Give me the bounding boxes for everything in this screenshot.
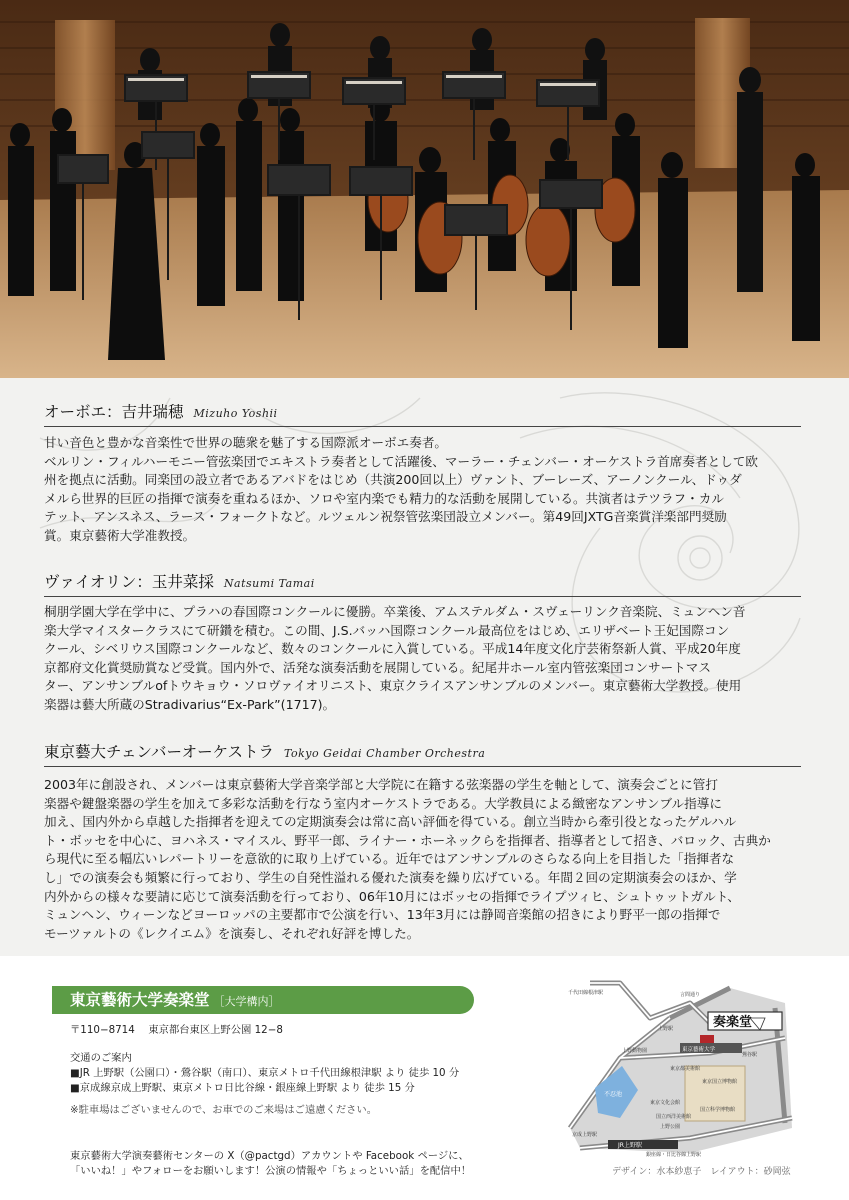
map-label: 不忍池: [604, 1091, 623, 1098]
map-label: 東京都美術館: [670, 1066, 701, 1072]
violin-bio: [44, 603, 804, 715]
orchestra-bio: [44, 776, 804, 943]
parking-note: ※駐車場はございませんので、お車でのご来場はご遠慮ください。: [70, 1104, 378, 1116]
bio-line: テット、アンスネス、ラース・フォークトなど。ルツェルン祝祭管弦楽団設立メンバー。第49回JXTG音楽賞洋楽部門奨励: [44, 509, 727, 525]
map-label: 上野駅: [658, 1026, 674, 1032]
venue-sub: ［大学構内］: [213, 995, 280, 1008]
orchestra-heading: [44, 740, 801, 767]
map-label: 銀座線・日比谷線上野駅: [646, 1152, 702, 1158]
map-callout: 奏楽堂: [713, 1015, 753, 1030]
oboe-title: オーボエ：吉井瑞穂: [44, 403, 184, 421]
design-credits: デザイン：水本紗恵子 レイアウト：砂岡弦: [612, 1167, 791, 1177]
bio-line: 楽大学マイスタークラスにて研鑽を積む。この間、J.S.バッハ国際コンクール最高位をはじめ、エリザベート王妃国際コン: [44, 622, 730, 638]
map-label: 千代田線根津駅: [568, 990, 604, 996]
venue-footer: [0, 956, 849, 1200]
map-label: JR上野駅: [618, 1142, 642, 1149]
map-label: 国立西洋美術館: [656, 1114, 692, 1120]
bio-line: 楽器や鍵盤楽器の学生を加えて多彩な活動を行なう室内オーケストラである。大学教員による緻密なアンサンブル指導に: [44, 795, 722, 811]
venue-name: 東京藝術大学奏楽堂: [70, 990, 210, 1009]
bio-line: ト・ボッセを中心に、ヨハネス・マイスル、野平一郎、ライナー・ホーネックらを指揮者、指導者として招き、バロック、古典か: [44, 832, 771, 848]
bio-line: 賞。東京藝術大学准教授。: [44, 527, 196, 543]
bio-line: 州を拠点に活動。同楽団の設立者であるアバドをはじめ（共演200回以上）ヴァント、ブーレーズ、アーノンクール、ドゥダ: [44, 472, 742, 488]
bio-line: メルら世界的巨匠の指揮で演奏を重ねるほか、ソロや室内楽でも精力的な活動を展開している。共演者はテツラフ・カル: [44, 490, 724, 506]
bio-line: 加え、国内外から卓越した指揮者を迎えての定期演奏会は常に高い評価を得ている。創立当時から牽引役となったゲルハル: [44, 814, 737, 830]
map-label: 東京国立博物館: [702, 1079, 738, 1085]
oboe-heading: [44, 400, 801, 427]
orchestra-illustration: [0, 0, 849, 378]
violin-title-en: Natsumi Tamai: [223, 577, 315, 590]
map-label: 東京藝術大学: [682, 1047, 716, 1053]
promo-line: 東京藝術大学演奏藝術センターの X（@pactgd）アカウントや Facebook ページに、: [70, 1150, 469, 1162]
map-label: 国立科学博物館: [700, 1107, 736, 1113]
bio-line: 桐朋学園大学在学中に、プラハの春国際コンクールに優勝。卒業後、アムステルダム・スヴェーリンク音楽院、ミュンヘン音: [44, 604, 746, 619]
map-label: 鶯谷駅: [742, 1052, 758, 1058]
venue-address: 〒110−8714 東京都台東区上野公園 12−8: [70, 1024, 283, 1036]
bio-line: 楽器は藝大所蔵のStradivarius“Ex-Park”(1717)。: [44, 696, 336, 712]
map-label: 言問通り: [680, 992, 701, 998]
access-line: ■京成線京成上野駅、東京メトロ日比谷線・銀座線上野駅 より 徒歩 15 分: [70, 1082, 415, 1094]
access-title: 交通のご案内: [70, 1052, 132, 1064]
bio-line: 内外からの様々な要請に応じて演奏活動を行っており、06年10月にはボッセの指揮でライプツィヒ、シュトゥットガルト、: [44, 888, 740, 904]
map-label: 京成上野駅: [572, 1132, 598, 1138]
orchestra-title-en: Tokyo Geidai Chamber Orchestra: [284, 747, 486, 760]
orchestra-photo: [0, 0, 849, 378]
bio-line: し」での演奏会も頻繁に行っており、学生の自発性溢れる優れた演奏を繰り広げている。年間２回の定期演奏会のほか、学: [44, 869, 737, 885]
access-line: ■JR 上野駅（公園口）・鶯谷駅（南口）、東京メトロ千代田線根津駅 より 徒歩 10 分: [70, 1067, 460, 1079]
bio-line: ベルリン・フィルハーモニー管弦楽団でエキストラ奏者として活躍後、マーラー・チェンバー・オーケストラ首席奏者として欧: [44, 453, 758, 469]
orchestra-title: 東京藝大チェンバーオーケストラ: [44, 743, 275, 761]
bio-line: クール、シベリウス国際コンクールなど、数々のコンクールに入賞している。平成14年度文化庁芸術祭新人賞、平成20年度: [44, 641, 741, 657]
bio-line: ら現代に至る幅広いレパートリーを意欲的に取り上げている。近年ではアンサンブルのさらなる向上を目指した「指揮者な: [44, 851, 735, 867]
bio-line: ミュンヘン、ウィーンなどヨーロッパの主要都市で公演を行い、13年3月には静岡音楽館の招きにより野平一郎の指揮で: [44, 907, 721, 923]
map-label: 東京文化会館: [650, 1100, 681, 1106]
bio-line: モーツァルトの《レクイエム》を演奏し、それぞれ好評を博した。: [44, 925, 420, 941]
oboe-bio: [44, 434, 804, 546]
violin-title: ヴァイオリン：玉井菜採: [44, 573, 214, 591]
bio-line: 京都府文化賞奨励賞など受賞。国内外で、活発な演奏活動を展開している。紀尾井ホール室内管弦楽団コンサートマス: [44, 659, 711, 675]
bio-line: 甘い音色と豊かな音楽性で世界の聴衆を魅了する国際派オーボエ奏者。: [44, 435, 447, 450]
oboe-title-en: Mizuho Yoshii: [193, 407, 278, 420]
venue-map: [560, 978, 800, 1158]
promo-line: 「いいね！」やフォローをお願いします！公演の情報や「ちょっといい話」を配信中！: [70, 1165, 472, 1177]
map-label: 上野動物園: [622, 1048, 648, 1054]
violin-heading: [44, 570, 801, 597]
venue-name-bar: [52, 986, 474, 1014]
map-label: 上野公園: [660, 1124, 681, 1130]
bio-line: ター、アンサンブルofトウキョウ・ソロヴァイオリニスト、東京クライスアンサンブルのメンバー。東京藝術大学教授。使用: [44, 678, 742, 694]
biography-area: [0, 378, 849, 956]
bio-line: 2003年に創設され、メンバーは東京藝術大学音楽学部と大学院に在籍する弦楽器の学生を軸として、演奏会ごとに管打: [44, 777, 718, 792]
